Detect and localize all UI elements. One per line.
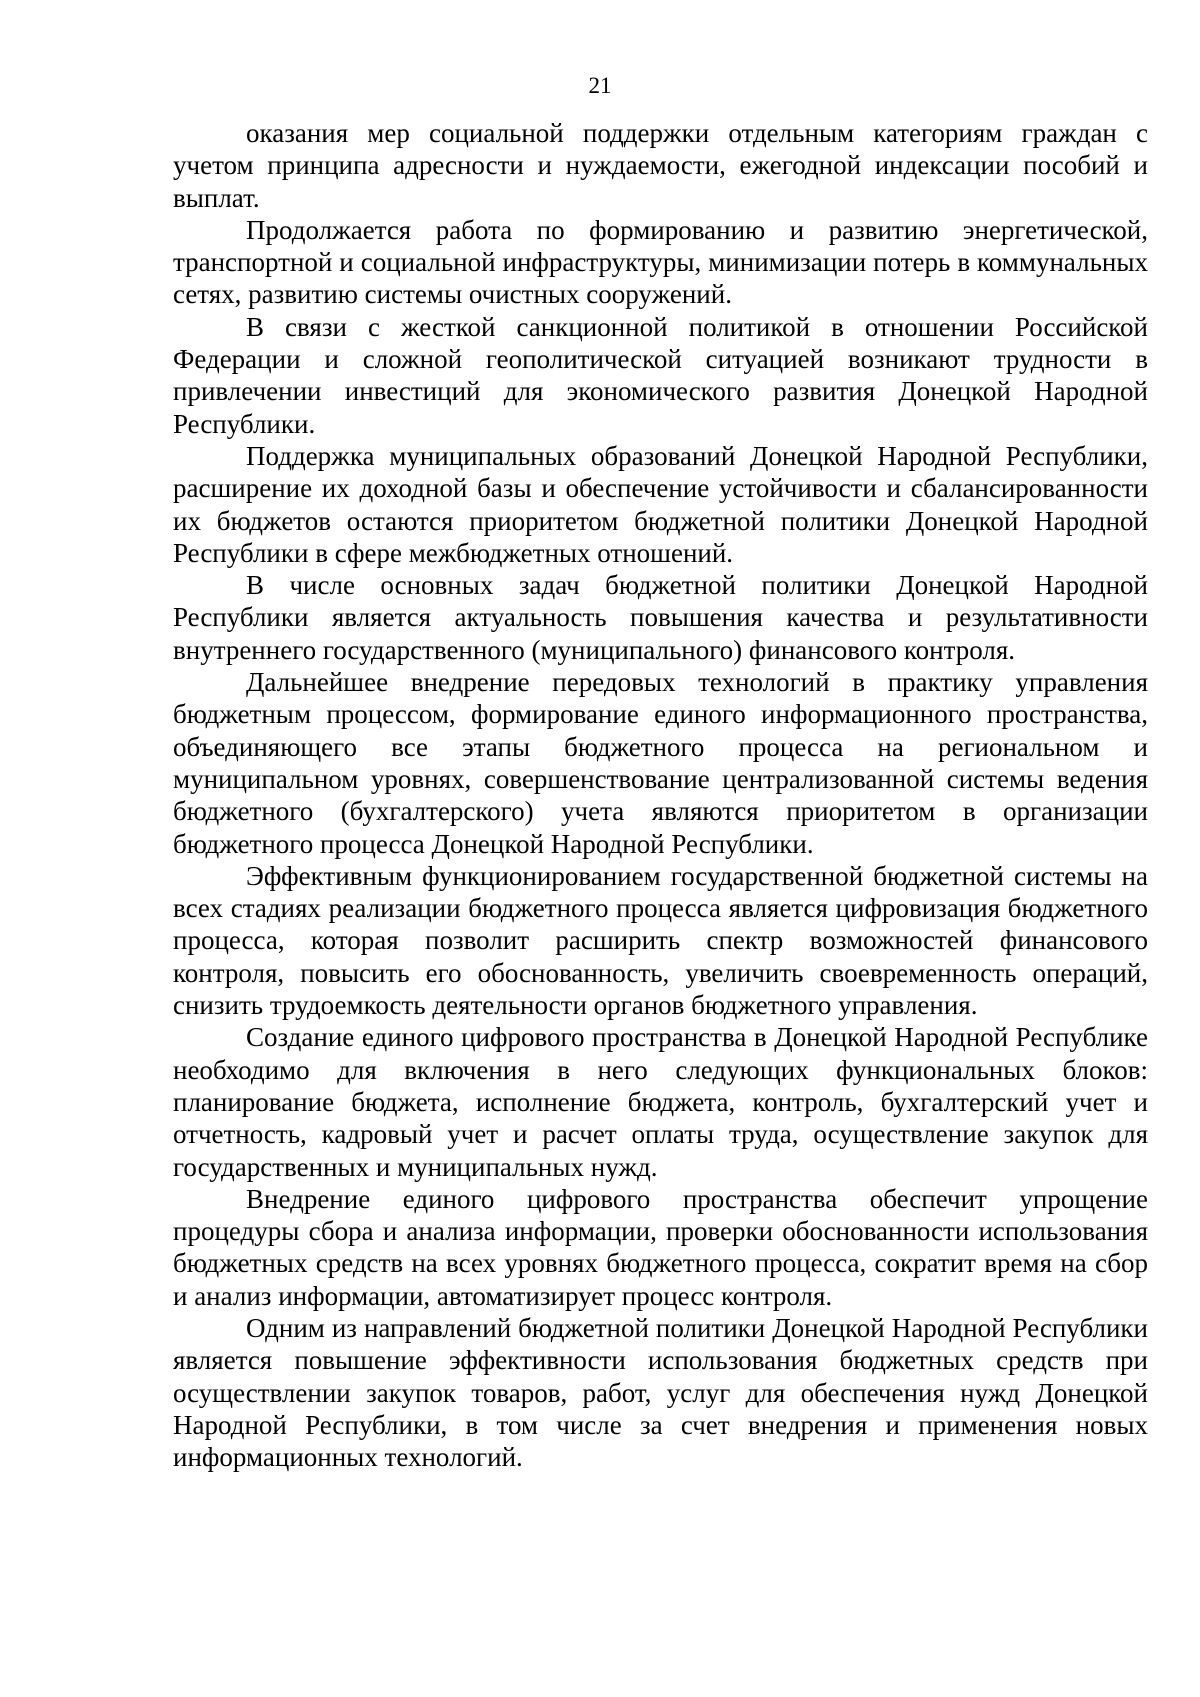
paragraph: Эффективным функционированием государственной бюджетной системы на всех стадиях реализации бюджетного процесса является цифровизация бюджетного процесса, которая позволит расширить спектр возможностей финансового контроля, повысить его обоснованность, увеличить своевременность операций, снизить трудоемкость деятельности органов бюджетного управления.: [173, 860, 1148, 1021]
paragraph: оказания мер социальной поддержки отдельным категориям граждан с учетом принципа адресности и нуждаемости, ежегодной индексации пособий и выплат.: [173, 118, 1148, 213]
document-body: [173, 117, 1148, 1473]
page-number: 21: [588, 73, 612, 98]
paragraph: Внедрение единого цифрового пространства обеспечит упрощение процедуры сбора и анализа информации, проверки обоснованности использования бюджетных средств на всех уровнях бюджетного процесса, сократит время на сбор и анализ информации, автоматизирует процесс контроля.: [173, 1183, 1148, 1311]
paragraph: Продолжается работа по формированию и развитию энергетической, транспортной и социальной инфраструктуры, минимизации потерь в коммунальных сетях, развитию системы очистных сооружений.: [173, 214, 1148, 310]
paragraph: В числе основных задач бюджетной политики Донецкой Народной Республики является актуальность повышения качества и результативности внутреннего государственного (муниципального) финансового контроля.: [173, 570, 1148, 665]
paragraph: В связи с жесткой санкционной политикой в отношении Российской Федерации и сложной геополитической ситуацией возникают трудности в привлечении инвестиций для экономического развития Донецкой Народной Республики.: [173, 311, 1148, 439]
paragraph: Поддержка муниципальных образований Донецкой Народной Республики, расширение их доходной базы и обеспечение устойчивости и сбалансированности их бюджетов остаются приоритетом бюджетной политики Донецкой Народной Республики в сфере межбюджетных отношений.: [173, 440, 1148, 568]
paragraph: Одним из направлений бюджетной политики Донецкой Народной Республики является повышение эффективности использования бюджетных средств при осуществлении закупок товаров, работ, услуг для обеспечения нужд Донецкой Народной Республики, в том числе за счет внедрения и применения новых информационных технологий.: [173, 1312, 1148, 1473]
paragraph: Создание единого цифрового пространства в Донецкой Народной Республике необходимо для включения в него следующих функциональных блоков: планирование бюджета, исполнение бюджета, контроль, бухгалтерский учет и отчетность, кадровый учет и расчет оплаты труда, осуществление закупок для государственных и муниципальных нужд.: [173, 1022, 1148, 1182]
paragraph: Дальнейшее внедрение передовых технологий в практику управления бюджетным процессом, формирование единого информационного пространства, объединяющего все этапы бюджетного процесса на региональном и муниципальном уровнях, совершенствование централизованной системы ведения бюджетного (бухгалтерского) учета являются приоритетом в организации бюджетного процесса Донецкой Народной Республики.: [173, 667, 1148, 859]
